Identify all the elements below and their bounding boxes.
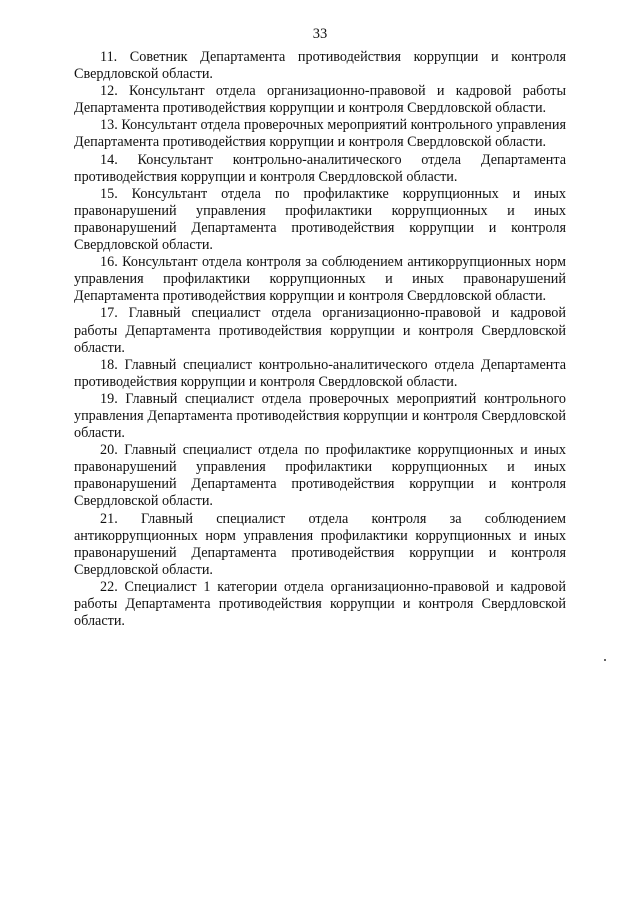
list-item: 14. Консультант контрольно-аналитического отдела Департамента противодействия коррупции и контроля Свердловской области. [74, 151, 566, 185]
page-number: 33 [312, 26, 328, 42]
list-item: 13. Консультант отдела проверочных мероприятий контрольного управления Департамента противодействия коррупции и контроля Свердловской области. [74, 117, 566, 151]
document-body [74, 49, 566, 630]
list-item: 22. Специалист 1 категории отдела организационно-правовой и кадровой работы Департамента противодействия коррупции и контроля Свердловской области. [74, 578, 566, 630]
list-item: 20. Главный специалист отдела по профилактике коррупционных и иных правонарушений управления профилактики коррупционных и иных правонарушений Департамента противодействия коррупции и контроля Свердловской области. [74, 442, 566, 510]
list-item: 18. Главный специалист контрольно-аналитического отдела Департамента противодействия коррупции и контроля Свердловской области. [74, 356, 566, 390]
list-item: 11. Советник Департамента противодействия коррупции и контроля Свердловской области. [74, 49, 566, 83]
list-item: 15. Консультант отдела по профилактике коррупционных и иных правонарушений управления профилактики коррупционных и иных правонарушений Департамента противодействия коррупции и контроля Свердловской области. [74, 185, 566, 254]
list-item: 12. Консультант отдела организационно-правовой и кадровой работы Департамента противодействия коррупции и контроля Свердловской области. [74, 83, 566, 117]
list-item: 19. Главный специалист отдела проверочных мероприятий контрольного управления Департамента противодействия коррупции и контроля Свердловской области. [74, 390, 566, 442]
list-item: 16. Консультант отдела контроля за соблюдением антикоррупционных норм управления профилактики коррупционных и иных правонарушений Департамента противодействия коррупции и контроля Свердловской области. [74, 254, 566, 305]
list-item: 17. Главный специалист отдела организационно-правовой и кадровой работы Департамента противодействия коррупции и контроля Свердловской области. [74, 305, 566, 356]
list-item: 21. Главный специалист отдела контроля за соблюдением антикоррупционных норм управления профилактики коррупционных и иных правонарушений Департамента противодействия коррупции и контроля Свердловской области. [74, 510, 566, 578]
stray-ink-mark [604, 659, 606, 661]
